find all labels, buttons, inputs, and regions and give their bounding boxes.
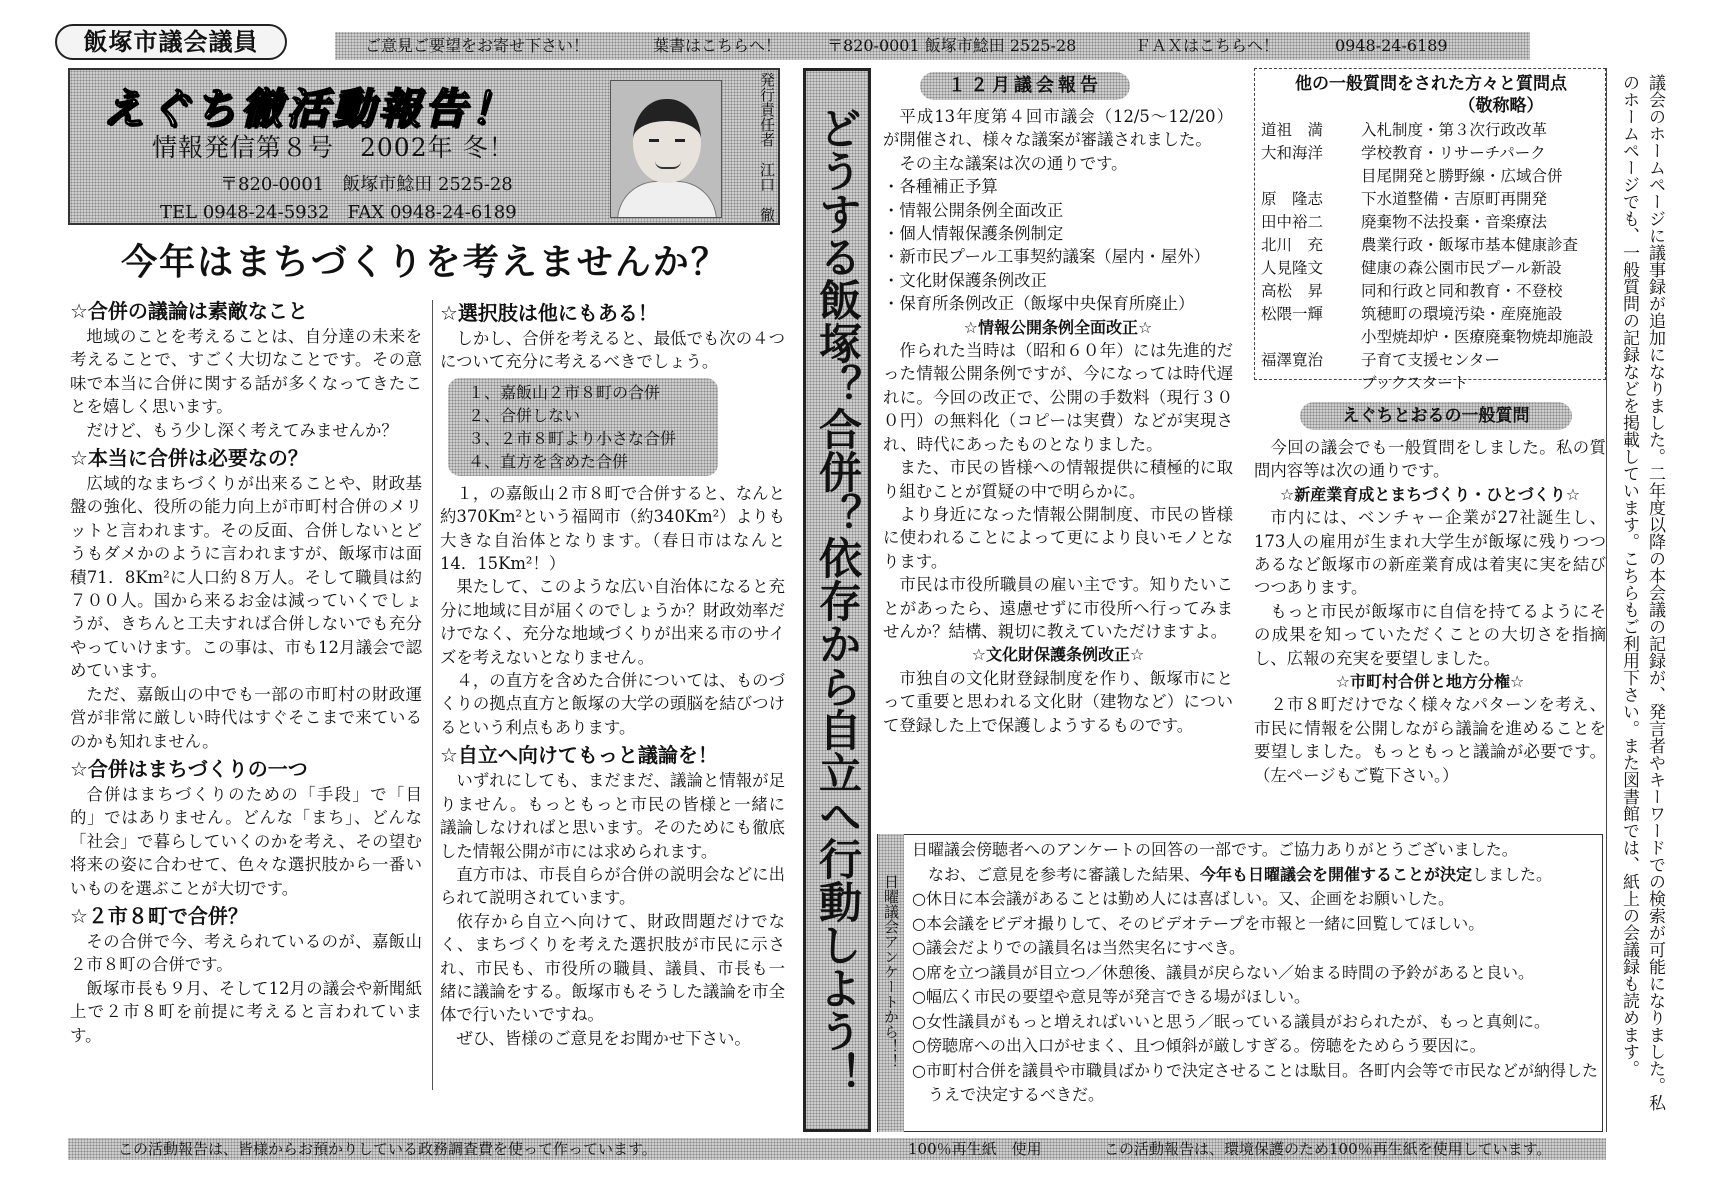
question-topic: ブックスタート <box>1361 374 1469 392</box>
bill-item: ・保育所条例改正（飯塚中央保育所廃止） <box>883 294 1195 314</box>
postcard-label: 葉書はこちらへ！ <box>653 36 782 55</box>
publisher-credit: 発行責任者 江口 徹 <box>758 72 776 222</box>
subsection-heading: ☆市町村合併と地方分権☆ <box>1335 672 1525 692</box>
question-topic: 廃棄物不法投棄・音楽療法 <box>1361 213 1548 231</box>
merger-option: ４、直方を含めた合併 <box>468 451 629 471</box>
paragraph: 合併はまちづくりのための「手段」で「目的」ではありません。どんな「まち」、どんな「社会」で暮らしていくのかを考え、その望む将来の姿に合わせて、色々な選択肢から一番いいものを選ぶことが大切です。 <box>70 784 422 898</box>
member-name: 田中裕二 <box>1261 213 1324 231</box>
fax-label: ＦＡＸはこちらへ！ <box>1135 36 1280 55</box>
report-header <box>68 68 780 225</box>
paragraph: もっと市民が飯塚市に自信を持てるようにその成果を知っていただくことの大切さを指摘し、広報の充実を要望しました。 <box>1254 601 1606 668</box>
column-divider <box>432 300 433 1090</box>
section-heading: ☆本当に合併は必要なの？ <box>70 446 308 471</box>
survey-intro: 日曜議会傍聴者へのアンケートの回答の一部です。ご協力ありがとうございました。 <box>912 840 1518 859</box>
paragraph: ぜひ、皆様のご意見をお聞かせ下さい。 <box>456 1028 751 1048</box>
opinion-request: ご意見ご要望をお寄せ下さい！ <box>365 36 590 55</box>
paragraph: その合併で今、考えられているのが、嘉飯山２市８町の合併です。 <box>70 931 422 975</box>
section-heading: ☆合併はまちづくりの一つ <box>70 756 308 781</box>
paragraph: 今回の議会でも一般質問をしました。私の質問内容等は次の通りです。 <box>1254 438 1606 481</box>
bill-item: ・新市民プール工事契約議案（屋内・屋外） <box>883 247 1210 267</box>
paragraph: だけど、もう少し深く考えてみませんか？ <box>86 420 398 440</box>
paragraph: 市独自の文化財登録制度を作り、飯塚市にとって重要と思われる文化財（建物など）について登録した上で保護しようするものです。 <box>883 668 1233 735</box>
member-name: 福澤寛治 <box>1261 351 1324 369</box>
councilor-title-badge: 飯塚市議会議員 <box>55 24 287 60</box>
question-topic: 農業行政・飯塚市基本健康診査 <box>1361 236 1579 254</box>
question-topic: 筑穂町の環境汚染・産廃施設 <box>1361 305 1563 323</box>
subsection-heading: ☆情報公開条例全面改正☆ <box>963 317 1153 337</box>
question-topic: 同和行政と同和教育・不登校 <box>1361 282 1563 300</box>
contact-bar <box>335 32 1530 60</box>
paragraph: 地域のことを考えることは、自分達の未来を考えることで、すごく大切なことです。その意味で本当に合併に関する話が多くなってきたことを嬉しく思います。 <box>70 327 422 417</box>
article-column-2 <box>440 297 785 1050</box>
bill-item: ・各種補正予算 <box>883 177 998 197</box>
paragraph: １，の嘉飯山２市８町で合併すると、なんと約370Km²という福岡市（約340Km²）よりも大きな自治体となります。（春日市はなんと14．15Km²！） <box>440 483 785 574</box>
question-topic: 下水道整備・吉原町再開発 <box>1361 190 1548 208</box>
member-name: 大和海洋 <box>1261 144 1324 162</box>
member-name: 道祖 満 <box>1261 121 1324 139</box>
section-heading: ☆２市８町で合併？ <box>70 903 248 928</box>
december-report <box>883 105 1233 737</box>
office-phone-fax: TEL 0948-24-5932 FAX 0948-24-6189 <box>160 202 517 223</box>
section-heading: ☆自立へ向けてもっと議論を！ <box>440 743 718 768</box>
bill-item: ・情報公開条例全面改正 <box>883 200 1064 220</box>
survey-answer: ○本会議をビデオ撮りして、そのビデオテープを市報と一緒に回覧してほしい。 <box>912 913 1485 933</box>
paragraph: また、市民の皆様への情報提供に積極的に取り組むことが質疑の中で明らかに。 <box>883 458 1233 501</box>
postcard-address: 〒820-0001 飯塚市鯰田 2525-28 <box>827 36 1077 55</box>
section-heading: ☆合併の議論は素敵なこと <box>70 299 308 323</box>
survey-answer: ○幅広く市民の要望や意見等が発言できる場がほしい。 <box>912 987 1310 1006</box>
paragraph: 市内には、ベンチャー企業が27社誕生し、173人の雇用が生まれ大学生が飯塚に残りつつあるなど飯塚市の新産業育成は着実に実を結びつつあります。 <box>1254 508 1606 598</box>
issue-info: 情報発信第８号 2002年 冬！ <box>152 133 515 162</box>
survey-answer: ○女性議員がもっと増えればいいと思う／眠っている議員がおられたが、もっと真剣に。 <box>912 1011 1550 1031</box>
report-title: えぐち徹活動報告！ <box>102 84 517 133</box>
paragraph: 市民は市役所職員の雇い主です。知りたいことがあったら、遠慮せずに市役所へ行ってみませんか？結構、親切に教えていただけますよ。 <box>883 575 1233 641</box>
other-questions-box <box>1254 68 1606 392</box>
footer-bar <box>68 1138 1606 1160</box>
survey-answer: ○市町村合併を議員や市職員ばかりで決定させることは駄目。各町内会等で市民などが納得したうえで決定するべきだ。 <box>912 1060 1598 1104</box>
paragraph: しかし、合併を考えると、最低でも次の４つについて充分に考えるべきでしょう。 <box>440 329 785 372</box>
survey-note-text: なお、ご意見を参考に審議した結果、 <box>928 864 1201 884</box>
paragraph: 作られた当時は（昭和６０年）には先進的だった情報公開条例ですが、今になっては時代遅れに。今回の改正で、公開の手数料（現行３００円）の無料化（コピーは実費）などが実現され、時代にあったものとなりました。 <box>883 341 1233 454</box>
footer-recycled-badge: 100％再生紙 使用 <box>908 1140 1042 1158</box>
paragraph: ４，の直方を含めた合併については、ものづくりの拠点直方と飯塚の大学の頭脳を結びつけるという利点もあります。 <box>440 671 785 737</box>
section-heading: ☆選択肢は他にもある！ <box>440 301 658 325</box>
merger-option: ２、合併しない <box>468 405 581 425</box>
office-address: 〒820-0001 飯塚市鯰田 2525-28 <box>220 174 513 195</box>
paragraph: 依存から自立へ向けて、財政問題だけでなく、まちづくりを考えた選択肢が市民に示され、市民も、市役所の職員、議員、市長も一緒に議論をする。飯塚市もそうした議論を市全体で行いたいですね。 <box>440 911 785 1025</box>
merger-option: ３、２市８町より小さな合併 <box>468 428 677 448</box>
merger-options-box <box>448 378 718 476</box>
question-topic: 健康の森公園市民プール新設 <box>1361 259 1562 277</box>
main-headline: 今年はまちづくりを考えませんか？ <box>121 242 729 283</box>
question-topic: 学校教育・リサーチパーク <box>1361 144 1546 162</box>
question-topic: 子育て支援センター <box>1361 351 1500 369</box>
bill-item: ・個人情報保護条例制定 <box>883 224 1064 244</box>
paragraph: 果たして、このような広い自治体になると充分に地域に目が届くのでしょうか？財政効率だけでなく、充分な地域づくりが出来る市のサイズを考えないとなりません。 <box>440 577 785 667</box>
subsection-heading: ☆新産業育成とまちづくり・ひとづくり☆ <box>1279 484 1581 504</box>
paragraph: ただ、嘉飯山の中でも一部の市町村の財政運営が非常に厳しい時代はすぐそこまで来ているのかも知れません。 <box>70 684 422 751</box>
december-report-label: １２月議会報告 <box>920 72 1130 100</box>
member-name: 北川 充 <box>1261 236 1324 254</box>
paragraph: より身近になった情報公開制度、市民の皆様に使われることによって更により良いモノとなります。 <box>883 504 1233 571</box>
survey-label-text: 日曜議会アンケートから！！ <box>882 874 900 1069</box>
vertical-headline: どうする飯塚？合併？依存から自立へ行動しよう！ <box>812 106 862 1095</box>
footer-funding-note: この活動報告は、皆様からお預かりしている政務調査費を使って作っています。 <box>118 1140 657 1158</box>
survey-note-emphasis: 今年も日曜議会を開催することが決定 <box>1200 864 1473 884</box>
survey-answer: ○議会だよりでの議員名は当然実名にすべき。 <box>912 938 1246 957</box>
survey-answer: ○傍聴席への出入口がせまく、且つ傾斜が厳しすぎる。傍聴をためらう要因に。 <box>912 1036 1486 1055</box>
member-name: 高松 昇 <box>1261 282 1324 300</box>
survey-note-text: しました。 <box>1472 864 1553 884</box>
other-questions-title <box>1255 73 1607 117</box>
eguchi-question-label: えぐちとおるの一般質問 <box>1300 402 1572 430</box>
bill-item: ・文化財保護条例改正 <box>883 270 1047 290</box>
survey-side-label <box>878 834 904 1132</box>
footer-recycled-note: この活動報告は、環境保護のため100％再生紙を使用しています。 <box>1104 1140 1552 1158</box>
homepage-note: 議会のホームページに議事録が追加になりました。二年度以降の本会議の記録が、発言者やキーワードでの検索が可能になりました。私のホームページでも、一般質問の記録などを掲載しています。こちらもご利用下さい。また図書館では、紙上の会議録も読めます。 <box>1619 74 1665 1111</box>
question-topic: 入札制度・第３次行政改革 <box>1361 121 1548 139</box>
portrait-photo <box>610 80 722 218</box>
other-questions-title-line: 他の一般質問をされた方々と質問点 <box>1295 74 1567 94</box>
survey-content <box>912 838 1602 1108</box>
subsection-heading: ☆文化財保護条例改正☆ <box>971 645 1145 665</box>
paragraph: 直方市は、市長自らが合併の説明会などに出られて説明されています。 <box>440 864 785 908</box>
paragraph: その主な議案は次の通りです。 <box>899 153 1128 173</box>
member-name: 人見隆文 <box>1261 259 1324 277</box>
member-name: 松隈一輝 <box>1261 305 1324 323</box>
eguchi-question <box>1254 436 1606 787</box>
article-column-1 <box>70 295 422 1047</box>
fax-number: 0948-24-6189 <box>1335 36 1448 55</box>
paragraph: いずれにしても、まだまだ、議論と情報が足りません。もっともっと市民の皆様と一緒に議論しなければと思います。そのためにも徹底した情報公開が市には求められます。 <box>440 771 785 861</box>
survey-answer: ○席を立つ議員が目立つ／休憩後、議員が戻らない／始まる時間の予鈴があると良い。 <box>912 962 1534 982</box>
question-topic: 目尾開発と勝野線・広域合併 <box>1361 167 1563 185</box>
survey-note <box>912 863 1602 888</box>
paragraph: 広域的なまちづくりが出来ることや、財政基盤の強化、役所の能力向上が市町村合併のメリットと言われます。その反面、合併しないとどうもダメかのように言われますが、飯塚市は面積71．8Km²に人口約８万人。そして職員は約７００人。国から来るお金は減っていくでしょうが、きちんと工夫すれば合併しないでも充分やっていけます。この事は、市も12月議会で認めています。 <box>70 474 422 681</box>
paragraph: ２市８町だけでなく様々なパターンを考え、市民に情報を公開しながら議論を進めることを要望しました。もっともっと議論が必要です。（左ページもご覧下さい。） <box>1254 695 1606 785</box>
paragraph: 飯塚市長も９月、そして12月の議会や新聞紙上で２市８町を前提に考えると言われています。 <box>70 978 422 1045</box>
paragraph: 平成13年度第４回市議会（12/5～12/20）が開催され、様々な議案が審議されました。 <box>883 107 1233 150</box>
survey-answer: ○休日に本会議があることは勤め人には喜ばしい。又、企画をお願いした。 <box>912 889 1454 908</box>
other-questions-title-note: （敬称略） <box>1458 96 1544 116</box>
question-topic: 小型焼却炉・医療廃棄物焼却施設 <box>1361 328 1594 346</box>
member-name: 原 隆志 <box>1261 190 1324 208</box>
merger-option: １、嘉飯山２市８町の合併 <box>468 382 661 402</box>
